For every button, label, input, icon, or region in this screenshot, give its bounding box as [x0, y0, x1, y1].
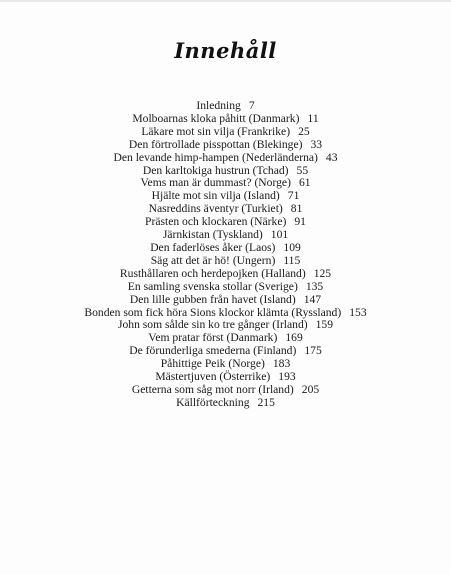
toc-entry-title: En samling svenska stollar (Sverige)	[127, 279, 298, 293]
toc-entry-page: 71	[287, 189, 300, 203]
toc-entry-page: 153	[349, 305, 367, 319]
toc-entry-page: 205	[301, 382, 320, 396]
toc-entry	[0, 397, 451, 410]
page-edge	[0, 0, 451, 2]
toc-entry-title: John som sålde sin ko tre gånger (Irland)	[117, 318, 308, 332]
toc-entry-title: Källförteckning	[176, 395, 250, 409]
toc-entry-title: Vem pratar först (Danmark)	[148, 331, 278, 345]
toc-entry-page: 169	[285, 331, 303, 345]
toc-entry-title: Rusthållaren och herdepojken (Halland)	[119, 266, 306, 280]
table-of-contents	[0, 100, 451, 410]
toc-entry-page: 109	[283, 240, 301, 254]
toc-entry-page: 91	[294, 215, 306, 229]
toc-entry-page: 147	[303, 292, 322, 306]
toc-entry-page: 175	[304, 344, 322, 358]
toc-entry-title: Järnkistan (Tyskland)	[162, 228, 263, 242]
toc-entry-title: Den levande himp-hampen (Nederländerna)	[113, 150, 318, 164]
toc-entry-page: 11	[307, 111, 319, 125]
toc-entry-page: 135	[305, 279, 324, 293]
page-title: Innehåll	[174, 38, 277, 63]
toc-entry-title: Prästen och klockaren (Närke)	[145, 215, 287, 229]
toc-entry-page: 125	[313, 266, 332, 280]
toc-entry-title: Säg att det är hö! (Ungern)	[150, 253, 276, 267]
toc-entry-title: Den lille gubben från havet (Island)	[129, 292, 296, 306]
toc-entry-title: Inledning	[196, 99, 241, 112]
toc-entry-title: De förunderliga smederna (Finland)	[129, 344, 297, 358]
toc-entry-page: 55	[296, 163, 309, 177]
toc-entry-page: 43	[325, 150, 338, 164]
toc-entry-title: Den förtrollade pisspottan (Blekinge)	[128, 137, 303, 151]
toc-entry-title: Molboarnas kloka påhitt (Danmark)	[132, 111, 300, 125]
toc-entry-title: Den karltokiga hustrun (Tchad)	[142, 163, 289, 177]
toc-entry-page: 101	[270, 228, 289, 242]
toc-entry-title: Bonden som fick höra Sions klockor klämta (Ryssland)	[84, 305, 342, 319]
toc-entry-page: 215	[257, 395, 275, 409]
toc-entry-page: 81	[290, 202, 303, 216]
toc-entry-title: Nasreddins äventyr (Turkiet)	[148, 202, 283, 216]
toc-entry-title: Getterna som såg mot norr (Irland)	[131, 382, 294, 396]
toc-entry-title: Mästertjuven (Österrike)	[155, 370, 271, 384]
toc-entry-page: 25	[298, 124, 310, 138]
toc-entry-title: Påhittige Peik (Norge)	[160, 357, 265, 371]
toc-entry-page: 159	[315, 318, 334, 332]
toc-entry-page: 183	[272, 357, 291, 371]
toc-entry-page: 61	[298, 176, 311, 190]
toc-entry-title: Läkare mot sin vilja (Frankrike)	[141, 124, 291, 138]
toc-entry-title: Vems man är dummast? (Norge)	[140, 176, 291, 190]
toc-entry-title: Den faderlöses åker (Laos)	[150, 240, 276, 254]
toc-entry-page: 193	[278, 370, 296, 384]
toc-entry-title: Hjälte mot sin vilja (Island)	[151, 189, 280, 203]
toc-entry-page: 33	[310, 137, 323, 151]
toc-entry-page: 115	[283, 253, 301, 267]
toc-entry-page: 7	[248, 99, 255, 112]
